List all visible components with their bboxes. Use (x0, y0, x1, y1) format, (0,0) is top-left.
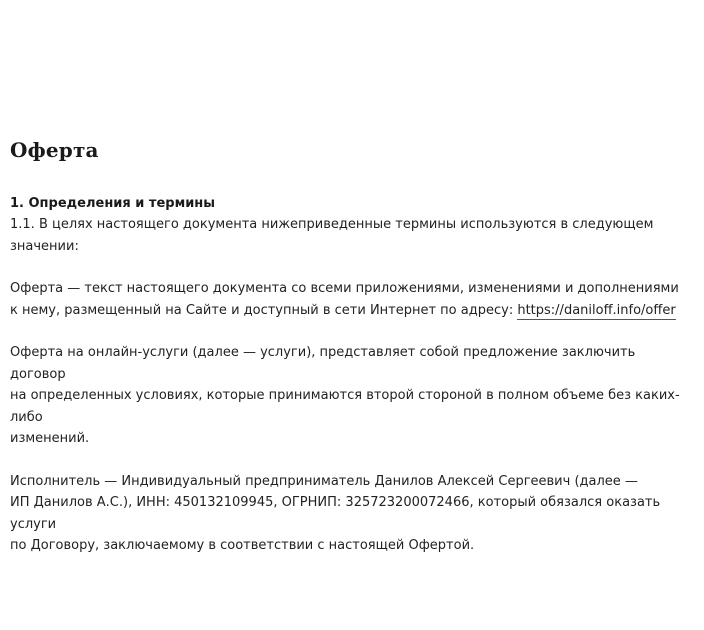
document-page (10, 134, 694, 557)
paragraph-intro: 1.1. В целях настоящего документа нижеприведенные термины используются в следующем значении: (10, 217, 654, 254)
paragraph-offer-definition (10, 278, 694, 321)
paragraph-executor: Исполнитель — Индивидуальный предприниматель Данилов Алексей Сергеевич (далее — ИП Данилов А.С.), ИНН: 450132109945, ОГРНИП: 325723200072466, который обязался оказать услуги по Договору, заключаемому в соответствии с настоящей Офертой. (10, 473, 661, 553)
offer-link[interactable]: https://daniloff.info/offer (517, 302, 676, 318)
paragraph-spacer (10, 257, 694, 278)
page-title: Оферта (10, 138, 99, 162)
paragraph-spacer (10, 321, 694, 342)
section-heading-definitions: 1. Определения и термины (10, 196, 216, 211)
paragraph-spacer (10, 450, 694, 471)
paragraph-online-services: Оферта на онлайн-услуги (далее — услуги), представляет собой предложение заключить договор на определенных условиях, которые принимаются второй стороной в полном объеме без каких-либо изменений. (10, 345, 680, 446)
offer-definition-text: Оферта — текст настоящего документа со всеми приложениями, изменениями и дополнениями к нему, размещенный на Сайте и доступный в сети Интернет по адресу: (10, 281, 679, 318)
